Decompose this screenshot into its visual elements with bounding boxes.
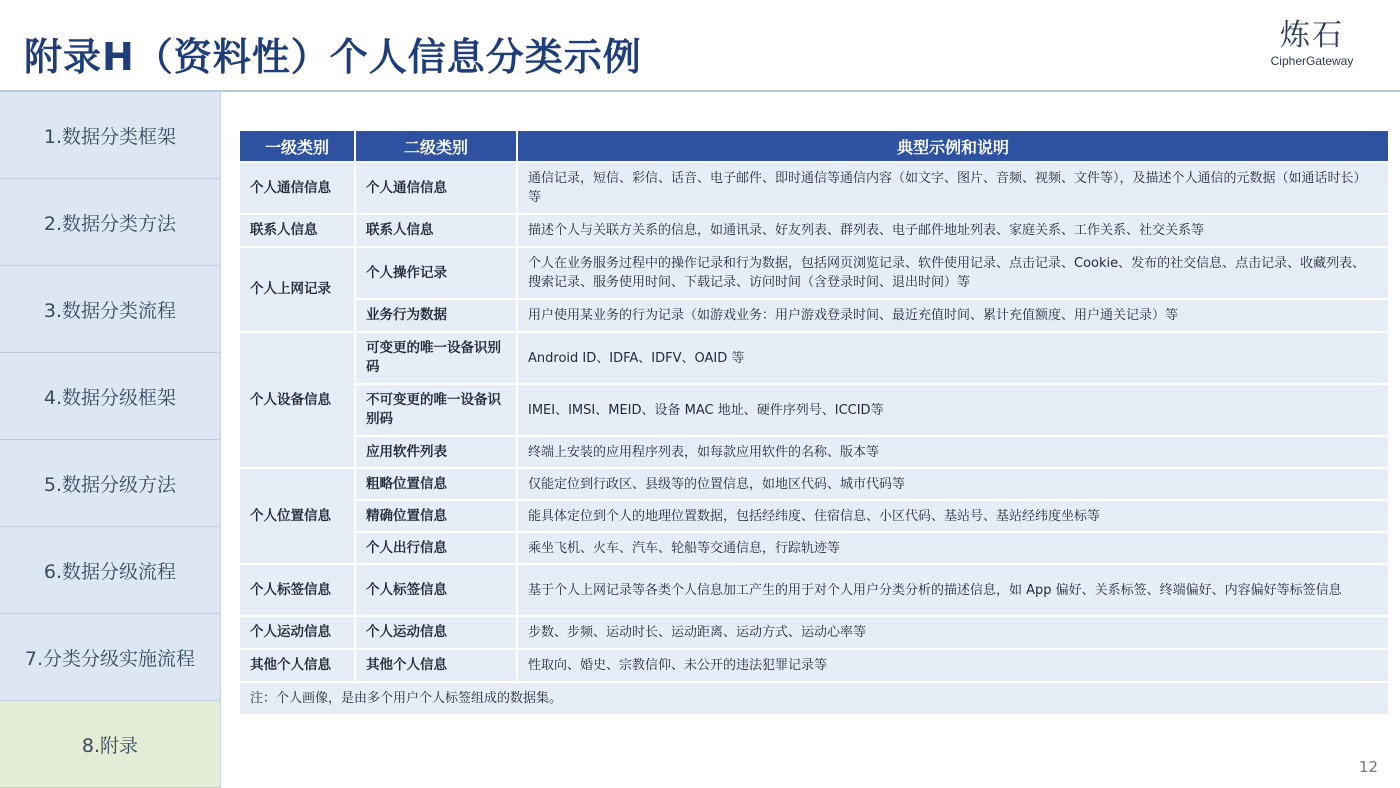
description-cell: 通信记录，短信、彩信、话音、电子邮件、即时通信等通信内容（如文字、图片、音频、视频、文件等），及描述个人通信的元数据（如通话时长）等 [517,162,1389,214]
sidebar-item-data-grading-method[interactable] [0,440,220,527]
table-row [239,299,1389,332]
personal-info-classification-table [238,129,1390,716]
sidebar-item-label: 8.附录 [81,734,139,757]
level1-cell: 联系人信息 [239,214,355,247]
description-cell: Android ID、IDFA、IDFV、OAID 等 [517,332,1389,384]
sidebar-item-data-classification-framework[interactable] [0,92,220,179]
description-cell: 个人在业务服务过程中的操作记录和行为数据，包括网页浏览记录、软件使用记录、点击记录、Cookie、发布的社交信息、点击记录、收藏列表、搜索记录、服务使用时间、下载记录、访问时间（含登录时间、退出时间）等 [517,247,1389,299]
table-row [239,564,1389,616]
classification-table-container [238,129,1388,716]
table-row [239,384,1389,436]
header-level1-category: 一级类别 [239,130,355,162]
table-row [239,500,1389,532]
sidebar-item-data-classification-method[interactable] [0,179,220,266]
description-cell: 终端上安装的应用程序列表，如每款应用软件的名称、版本等 [517,436,1389,468]
level2-cell: 应用软件列表 [355,436,517,468]
level2-cell: 其他个人信息 [355,649,517,682]
header-examples-description: 典型示例和说明 [517,130,1389,162]
level2-cell: 业务行为数据 [355,299,517,332]
sidebar-item-appendix[interactable] [0,701,220,788]
table-header-row [239,130,1389,162]
table-row [239,649,1389,682]
sidebar-item-label: 7.分类分级实施流程 [24,647,196,670]
description-cell: 用户使用某业务的行为记录（如游戏业务：用户游戏登录时间、最近充值时间、累计充值额度、用户通关记录）等 [517,299,1389,332]
table-row [239,247,1389,299]
sidebar-item-label: 4.数据分级框架 [43,386,177,409]
page-title: 附录H（资料性）个人信息分类示例 [24,35,642,79]
table-note: 注：个人画像，是由多个用户个人标签组成的数据集。 [239,682,1389,715]
description-cell: 仅能定位到行政区、县级等的位置信息，如地区代码、城市代码等 [517,468,1389,500]
description-cell: 描述个人与关联方关系的信息，如通讯录、好友列表、群列表、电子邮件地址列表、家庭关系、工作关系、社交关系等 [517,214,1389,247]
level2-cell: 个人出行信息 [355,532,517,564]
table-row [239,162,1389,214]
table-row [239,436,1389,468]
level2-cell: 可变更的唯一设备识别码 [355,332,517,384]
sidebar-item-data-grading-process[interactable] [0,527,220,614]
description-cell: 乘坐飞机、火车、汽车、轮船等交通信息，行踪轨迹等 [517,532,1389,564]
sidebar-item-label: 3.数据分类流程 [43,299,177,322]
level2-cell: 个人标签信息 [355,564,517,616]
level2-cell: 个人运动信息 [355,616,517,649]
description-cell: 基于个人上网记录等各类个人信息加工产生的用于对个人用户分类分析的描述信息，如 App 偏好、关系标签、终端偏好、内容偏好等标签信息 [517,564,1389,616]
description-cell: 步数、步频、运动时长、运动距离、运动方式、运动心率等 [517,616,1389,649]
logo-chinese-text: 炼石 [1280,18,1344,53]
sidebar-item-data-grading-framework[interactable] [0,353,220,440]
sidebar-item-label: 2.数据分类方法 [43,212,177,235]
level2-cell: 粗略位置信息 [355,468,517,500]
description-cell: 性取向、婚史、宗教信仰、未公开的违法犯罪记录等 [517,649,1389,682]
sidebar-item-label: 6.数据分级流程 [43,560,177,583]
sidebar-item-label: 5.数据分级方法 [43,473,177,496]
table-row [239,214,1389,247]
table-row [239,468,1389,500]
sidebar-item-label: 1.数据分类框架 [43,125,177,148]
level1-cell: 其他个人信息 [239,649,355,682]
header-level2-category: 二级类别 [355,130,517,162]
level2-cell: 不可变更的唯一设备识别码 [355,384,517,436]
page-number: 12 [1358,758,1378,776]
sidebar-item-data-classification-process[interactable] [0,266,220,353]
table-row [239,532,1389,564]
level1-cell: 个人设备信息 [239,332,355,468]
sidebar-nav [0,92,221,788]
company-logo [1262,18,1362,68]
level2-cell: 个人操作记录 [355,247,517,299]
level2-cell: 联系人信息 [355,214,517,247]
level1-cell: 个人标签信息 [239,564,355,616]
level1-cell: 个人上网记录 [239,247,355,332]
sidebar-item-implementation-process[interactable] [0,614,220,701]
level2-cell: 个人通信信息 [355,162,517,214]
level1-cell: 个人通信信息 [239,162,355,214]
level1-cell: 个人运动信息 [239,616,355,649]
table-row [239,616,1389,649]
level1-cell: 个人位置信息 [239,468,355,564]
description-cell: 能具体定位到个人的地理位置数据，包括经纬度、住宿信息、小区代码、基站号、基站经纬度坐标等 [517,500,1389,532]
table-note-row [239,682,1389,715]
level2-cell: 精确位置信息 [355,500,517,532]
logo-english-text: CipherGateway [1270,54,1354,68]
description-cell: IMEI、IMSI、MEID、设备 MAC 地址、硬件序列号、ICCID等 [517,384,1389,436]
table-row [239,332,1389,384]
